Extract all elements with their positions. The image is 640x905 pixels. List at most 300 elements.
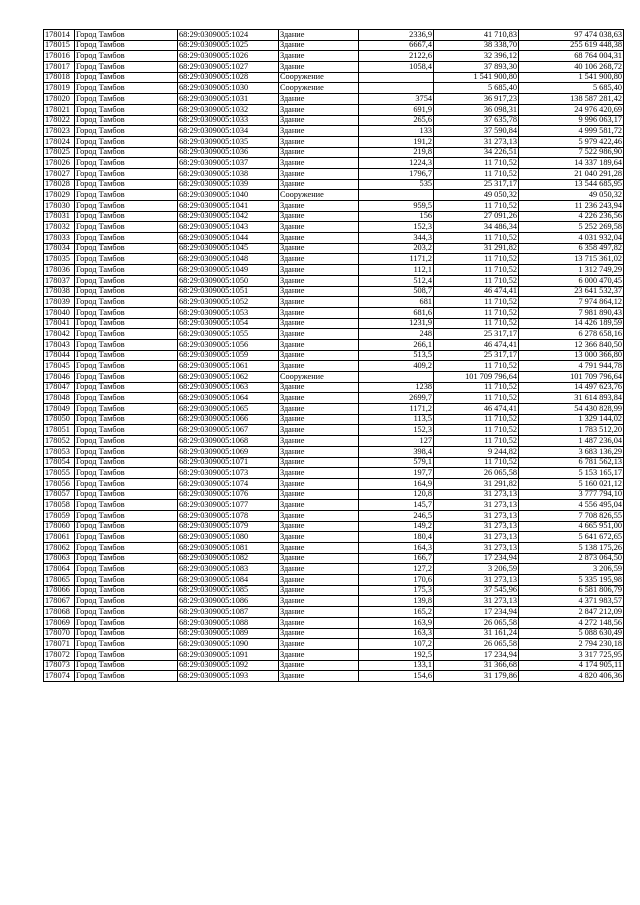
cadastral-value-cell: 5 138 175,26 [519,543,624,554]
area-cell: 139,8 [359,596,434,607]
object-type-cell: Здание [279,468,359,479]
row-id-cell: 178054 [44,457,75,468]
object-type-cell: Здание [279,500,359,511]
cadastral-value-cell: 1 329 144,02 [519,414,624,425]
area-cell: 398,4 [359,446,434,457]
row-id-cell: 178057 [44,489,75,500]
cadastral-value-cell: 4 272 148,56 [519,617,624,628]
row-id-cell: 178046 [44,372,75,383]
specific-value-cell: 11 710,52 [434,233,519,244]
cadastral-number-cell: 68:29:0309005:1053 [178,307,279,318]
row-id-cell: 178056 [44,478,75,489]
table-row [44,404,624,415]
specific-value-cell: 11 710,52 [434,457,519,468]
area-cell: 1238 [359,382,434,393]
area-cell: 2122,6 [359,51,434,62]
cadastral-number-cell: 68:29:0309005:1076 [178,489,279,500]
area-cell: 166,7 [359,553,434,564]
area-cell: 1231,9 [359,318,434,329]
row-id-cell: 178030 [44,201,75,212]
cadastral-number-cell: 68:29:0309005:1050 [178,275,279,286]
table-row [44,104,624,115]
table-row [44,425,624,436]
row-id-cell: 178037 [44,275,75,286]
cadastral-number-cell: 68:29:0309005:1078 [178,510,279,521]
cadastral-value-cell: 1 312 749,29 [519,265,624,276]
cadastral-number-cell: 68:29:0309005:1039 [178,179,279,190]
cadastral-value-cell: 21 040 291,28 [519,168,624,179]
specific-value-cell: 11 710,52 [434,361,519,372]
table-row [44,286,624,297]
area-cell: 246,5 [359,510,434,521]
cadastral-value-cell: 4 820 406,36 [519,671,624,682]
area-cell: 512,4 [359,275,434,286]
row-id-cell: 178055 [44,468,75,479]
table-row [44,649,624,660]
object-type-cell: Здание [279,147,359,158]
table-row [44,233,624,244]
cadastral-value-cell: 7 522 986,90 [519,147,624,158]
row-id-cell: 178048 [44,393,75,404]
object-type-cell: Здание [279,607,359,618]
municipality-cell: Город Тамбов [75,649,178,660]
specific-value-cell: 26 065,58 [434,617,519,628]
specific-value-cell: 34 486,34 [434,222,519,233]
municipality-cell: Город Тамбов [75,404,178,415]
row-id-cell: 178060 [44,521,75,532]
row-id-cell: 178074 [44,671,75,682]
municipality-cell: Город Тамбов [75,585,178,596]
table-row [44,211,624,222]
object-type-cell: Здание [279,40,359,51]
table-row [44,660,624,671]
cadastral-number-cell: 68:29:0309005:1040 [178,190,279,201]
area-cell: 219,8 [359,147,434,158]
object-type-cell: Сооружение [279,72,359,83]
area-cell: 203,2 [359,243,434,254]
area-cell: 191,2 [359,136,434,147]
municipality-cell: Город Тамбов [75,115,178,126]
row-id-cell: 178061 [44,532,75,543]
cadastral-value-cell: 3 206,59 [519,564,624,575]
municipality-cell: Город Тамбов [75,339,178,350]
municipality-cell: Город Тамбов [75,660,178,671]
cadastral-number-cell: 68:29:0309005:1056 [178,339,279,350]
specific-value-cell: 46 474,41 [434,286,519,297]
object-type-cell: Здание [279,553,359,564]
cadastral-number-cell: 68:29:0309005:1030 [178,83,279,94]
object-type-cell: Здание [279,286,359,297]
area-cell: 1224,3 [359,158,434,169]
table-row [44,436,624,447]
table-row [44,126,624,137]
specific-value-cell: 11 710,52 [434,158,519,169]
area-cell: 133 [359,126,434,137]
row-id-cell: 178047 [44,382,75,393]
specific-value-cell: 36 917,23 [434,94,519,105]
cadastral-number-cell: 68:29:0309005:1043 [178,222,279,233]
cadastral-value-cell: 5 160 021,12 [519,478,624,489]
specific-value-cell: 3 206,59 [434,564,519,575]
cadastral-value-cell: 1 783 512,20 [519,425,624,436]
specific-value-cell: 25 317,17 [434,179,519,190]
municipality-cell: Город Тамбов [75,318,178,329]
cadastral-value-cell: 31 614 893,84 [519,393,624,404]
area-cell: 192,5 [359,649,434,660]
area-cell: 265,6 [359,115,434,126]
cadastral-value-cell: 14 497 623,76 [519,382,624,393]
row-id-cell: 178021 [44,104,75,115]
cadastral-number-cell: 68:29:0309005:1041 [178,201,279,212]
table-row [44,468,624,479]
table-row [44,51,624,62]
municipality-cell: Город Тамбов [75,489,178,500]
object-type-cell: Здание [279,136,359,147]
row-id-cell: 178051 [44,425,75,436]
specific-value-cell: 31 366,68 [434,660,519,671]
area-cell: 120,8 [359,489,434,500]
area-cell: 127 [359,436,434,447]
cadastral-value-cell: 7 981 890,43 [519,307,624,318]
table-row [44,40,624,51]
municipality-cell: Город Тамбов [75,414,178,425]
row-id-cell: 178016 [44,51,75,62]
table-row [44,521,624,532]
municipality-cell: Город Тамбов [75,222,178,233]
municipality-cell: Город Тамбов [75,211,178,222]
row-id-cell: 178039 [44,297,75,308]
cadastral-value-cell: 2 873 064,50 [519,553,624,564]
row-id-cell: 178069 [44,617,75,628]
row-id-cell: 178062 [44,543,75,554]
cadastral-number-cell: 68:29:0309005:1059 [178,350,279,361]
municipality-cell: Город Тамбов [75,329,178,340]
specific-value-cell: 25 317,17 [434,329,519,340]
area-cell: 691,9 [359,104,434,115]
cadastral-value-cell: 4 371 983,57 [519,596,624,607]
table-row [44,254,624,265]
table-row [44,329,624,340]
row-id-cell: 178071 [44,639,75,650]
cadastral-value-cell: 4 226 236,56 [519,211,624,222]
cadastral-value-cell: 4 665 951,00 [519,521,624,532]
specific-value-cell: 38 338,70 [434,40,519,51]
municipality-cell: Город Тамбов [75,372,178,383]
table-row [44,83,624,94]
cadastral-value-cell: 14 337 189,64 [519,158,624,169]
municipality-cell: Город Тамбов [75,607,178,618]
cadastral-value-cell: 2 847 212,09 [519,607,624,618]
table-row [44,553,624,564]
cadastral-number-cell: 68:29:0309005:1082 [178,553,279,564]
row-id-cell: 178059 [44,510,75,521]
object-type-cell: Здание [279,596,359,607]
municipality-cell: Город Тамбов [75,543,178,554]
cadastral-number-cell: 68:29:0309005:1065 [178,404,279,415]
area-cell: 156 [359,211,434,222]
object-type-cell: Сооружение [279,190,359,201]
row-id-cell: 178019 [44,83,75,94]
cadastral-value-cell: 54 430 828,99 [519,404,624,415]
municipality-cell: Город Тамбов [75,617,178,628]
municipality-cell: Город Тамбов [75,51,178,62]
cadastral-number-cell: 68:29:0309005:1062 [178,372,279,383]
row-id-cell: 178040 [44,307,75,318]
municipality-cell: Город Тамбов [75,361,178,372]
cadastral-value-cell: 49 050,32 [519,190,624,201]
specific-value-cell: 31 161,24 [434,628,519,639]
object-type-cell: Здание [279,126,359,137]
cadastral-value-cell: 97 474 038,63 [519,30,624,41]
object-type-cell: Здание [279,393,359,404]
specific-value-cell: 49 050,32 [434,190,519,201]
object-type-cell: Здание [279,179,359,190]
specific-value-cell: 31 291,82 [434,243,519,254]
municipality-cell: Город Тамбов [75,596,178,607]
specific-value-cell: 31 179,86 [434,671,519,682]
object-type-cell: Здание [279,329,359,340]
table-row [44,72,624,83]
cadastral-number-cell: 68:29:0309005:1066 [178,414,279,425]
area-cell: 154,6 [359,671,434,682]
row-id-cell: 178058 [44,500,75,511]
cadastral-value-cell: 23 641 532,37 [519,286,624,297]
row-id-cell: 178018 [44,72,75,83]
cadastral-number-cell: 68:29:0309005:1091 [178,649,279,660]
cadastral-number-cell: 68:29:0309005:1054 [178,318,279,329]
area-cell: 112,1 [359,265,434,276]
object-type-cell: Здание [279,446,359,457]
cadastral-number-cell: 68:29:0309005:1042 [178,211,279,222]
cadastral-number-cell: 68:29:0309005:1063 [178,382,279,393]
table-row [44,585,624,596]
cadastral-number-cell: 68:29:0309005:1086 [178,596,279,607]
area-cell: 133,1 [359,660,434,671]
cadastral-number-cell: 68:29:0309005:1055 [178,329,279,340]
specific-value-cell: 37 590,84 [434,126,519,137]
municipality-cell: Город Тамбов [75,436,178,447]
cadastral-value-cell: 4 031 932,04 [519,233,624,244]
table-row [44,500,624,511]
cadastral-value-cell: 13 544 685,95 [519,179,624,190]
table-row [44,671,624,682]
object-type-cell: Здание [279,628,359,639]
cadastral-number-cell: 68:29:0309005:1073 [178,468,279,479]
municipality-cell: Город Тамбов [75,478,178,489]
specific-value-cell: 31 291,82 [434,478,519,489]
row-id-cell: 178022 [44,115,75,126]
object-type-cell: Здание [279,115,359,126]
object-type-cell: Здание [279,254,359,265]
municipality-cell: Город Тамбов [75,575,178,586]
cadastral-value-cell: 12 366 840,50 [519,339,624,350]
municipality-cell: Город Тамбов [75,297,178,308]
area-cell: 127,2 [359,564,434,575]
object-type-cell: Здание [279,543,359,554]
cadastral-number-cell: 68:29:0309005:1035 [178,136,279,147]
row-id-cell: 178027 [44,168,75,179]
row-id-cell: 178029 [44,190,75,201]
specific-value-cell: 31 273,13 [434,489,519,500]
area-cell: 164,9 [359,478,434,489]
object-type-cell: Здание [279,585,359,596]
table-row [44,318,624,329]
cadastral-number-cell: 68:29:0309005:1049 [178,265,279,276]
table-row [44,179,624,190]
row-id-cell: 178045 [44,361,75,372]
specific-value-cell: 31 273,13 [434,575,519,586]
area-cell: 152,3 [359,222,434,233]
cadastral-number-cell: 68:29:0309005:1034 [178,126,279,137]
municipality-cell: Город Тамбов [75,307,178,318]
row-id-cell: 178026 [44,158,75,169]
specific-value-cell: 11 710,52 [434,436,519,447]
specific-value-cell: 11 710,52 [434,307,519,318]
table-row [44,478,624,489]
object-type-cell: Здание [279,201,359,212]
municipality-cell: Город Тамбов [75,286,178,297]
table-row [44,168,624,179]
object-type-cell: Здание [279,649,359,660]
object-type-cell: Здание [279,617,359,628]
object-type-cell: Здание [279,414,359,425]
table-row [44,393,624,404]
object-type-cell: Сооружение [279,372,359,383]
area-cell: 266,1 [359,339,434,350]
cadastral-number-cell: 68:29:0309005:1048 [178,254,279,265]
area-cell: 3754 [359,94,434,105]
cadastral-value-cell: 5 685,40 [519,83,624,94]
object-type-cell: Здание [279,30,359,41]
area-cell: 409,2 [359,361,434,372]
table-row [44,307,624,318]
row-id-cell: 178036 [44,265,75,276]
area-cell: 163,9 [359,617,434,628]
cadastral-number-cell: 68:29:0309005:1085 [178,585,279,596]
area-cell: 149,2 [359,521,434,532]
row-id-cell: 178042 [44,329,75,340]
municipality-cell: Город Тамбов [75,468,178,479]
municipality-cell: Город Тамбов [75,179,178,190]
object-type-cell: Здание [279,478,359,489]
table-row [44,147,624,158]
cadastral-value-cell: 13 000 366,80 [519,350,624,361]
table-row [44,190,624,201]
table-row [44,275,624,286]
row-id-cell: 178028 [44,179,75,190]
specific-value-cell: 11 710,52 [434,275,519,286]
municipality-cell: Город Тамбов [75,147,178,158]
table-row [44,243,624,254]
cadastral-value-table [43,29,624,682]
table-row [44,446,624,457]
cadastral-value-cell: 24 976 420,69 [519,104,624,115]
municipality-cell: Город Тамбов [75,425,178,436]
municipality-cell: Город Тамбов [75,457,178,468]
row-id-cell: 178044 [44,350,75,361]
object-type-cell: Здание [279,168,359,179]
row-id-cell: 178025 [44,147,75,158]
area-cell: 248 [359,329,434,340]
table-body [44,30,624,682]
specific-value-cell: 11 710,52 [434,393,519,404]
area-cell: 164,3 [359,543,434,554]
municipality-cell: Город Тамбов [75,233,178,244]
row-id-cell: 178017 [44,62,75,73]
cadastral-number-cell: 68:29:0309005:1071 [178,457,279,468]
specific-value-cell: 17 234,94 [434,649,519,660]
municipality-cell: Город Тамбов [75,553,178,564]
row-id-cell: 178020 [44,94,75,105]
cadastral-value-cell: 138 587 281,42 [519,94,624,105]
specific-value-cell: 31 273,13 [434,596,519,607]
row-id-cell: 178032 [44,222,75,233]
object-type-cell: Здание [279,211,359,222]
area-cell: 1058,4 [359,62,434,73]
specific-value-cell: 31 273,13 [434,510,519,521]
table-row [44,94,624,105]
specific-value-cell: 31 273,13 [434,543,519,554]
area-cell: 579,1 [359,457,434,468]
table-row [44,510,624,521]
table-row [44,201,624,212]
area-cell: 2699,7 [359,393,434,404]
table-row [44,158,624,169]
specific-value-cell: 31 273,13 [434,532,519,543]
object-type-cell: Здание [279,532,359,543]
row-id-cell: 178052 [44,436,75,447]
cadastral-number-cell: 68:29:0309005:1037 [178,158,279,169]
area-cell: 152,3 [359,425,434,436]
cadastral-number-cell: 68:29:0309005:1045 [178,243,279,254]
municipality-cell: Город Тамбов [75,532,178,543]
municipality-cell: Город Тамбов [75,83,178,94]
cadastral-number-cell: 68:29:0309005:1087 [178,607,279,618]
area-cell: 113,5 [359,414,434,425]
area-cell: 1796,7 [359,168,434,179]
object-type-cell: Здание [279,404,359,415]
cadastral-value-cell: 6 278 658,16 [519,329,624,340]
row-id-cell: 178063 [44,553,75,564]
table-row [44,575,624,586]
cadastral-value-cell: 13 715 361,02 [519,254,624,265]
municipality-cell: Город Тамбов [75,136,178,147]
object-type-cell: Здание [279,158,359,169]
object-type-cell: Сооружение [279,83,359,94]
cadastral-number-cell: 68:29:0309005:1026 [178,51,279,62]
municipality-cell: Город Тамбов [75,62,178,73]
table-row [44,136,624,147]
specific-value-cell: 11 710,52 [434,297,519,308]
object-type-cell: Здание [279,361,359,372]
municipality-cell: Город Тамбов [75,40,178,51]
area-cell: 170,6 [359,575,434,586]
cadastral-number-cell: 68:29:0309005:1081 [178,543,279,554]
area-cell: 107,2 [359,639,434,650]
area-cell: 180,4 [359,532,434,543]
cadastral-value-cell: 5 252 269,58 [519,222,624,233]
row-id-cell: 178015 [44,40,75,51]
municipality-cell: Город Тамбов [75,500,178,511]
cadastral-value-cell: 68 764 004,31 [519,51,624,62]
specific-value-cell: 46 474,41 [434,339,519,350]
municipality-cell: Город Тамбов [75,158,178,169]
table-row [44,489,624,500]
object-type-cell: Здание [279,575,359,586]
cadastral-value-cell: 4 999 581,72 [519,126,624,137]
table-row [44,361,624,372]
row-id-cell: 178035 [44,254,75,265]
